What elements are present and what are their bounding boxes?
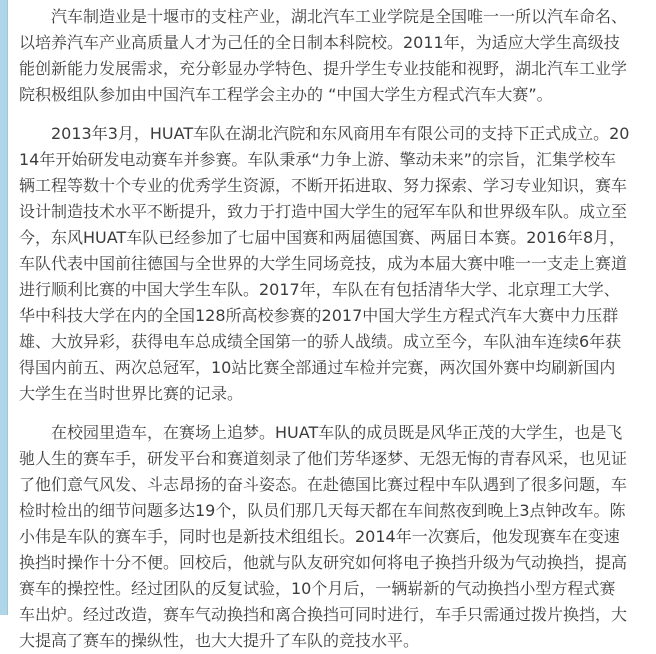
paragraph-team-history: 2013年3月，HUAT车队在湖北汽院和东风商用车有限公司的支持下正式成立。2014年开始研发电动赛车并参赛。车队秉承“力争上游、擎动未来”的宗旨，汇集学校车辆工程等数十个专业的优秀学生资源，不断开拓进取、努力探索、学习专业知识，赛车设计制造技术水平不断提升，致力于打造中国大学生的冠军车队和世界级车队。成立至今，东风HUAT车队已经参加了七届中国赛和两届德国赛、两届日本赛。2016年8月，车队代表中国前往德国与全世界的大学生同场竞技，成为本届大赛中唯一一支走上赛道进行顺利比赛的中国大学生车队。2017年，车队在有包括清华大学、北京理工大学、华中科技大学在内的全国128所高校参赛的2017中国大学生方程式汽车大赛中力压群雄、大放异彩，获得电车总成绩全国第一的骄人战绩。成立至今，车队油车连续6年获得国内前五、两次总冠军，10站比赛全部通过车检并完赛，两次国外赛中均刷新国内大学生在当时世界比赛的记录。 (19, 124, 630, 403)
paragraph-university-intro: 汽车制造业是十堰市的支柱产业，湖北汽车工业学院是全国唯一一所以汽车命名、以培养汽车产业高质量人才为己任的全日制本科院校。2011年，为适应大学生高级技能创新能力发展需求，充分彰显办学特色、提升学生专业技能和视野，湖北汽车工业学院积极组队参加由中国汽车工程学会主办的 “中国大学生方程式汽车大赛”。 (19, 7, 628, 104)
left-accent-stripe (0, 0, 8, 615)
article-body (19, 4, 631, 654)
paragraph-team-members: 在校园里造车，在赛场上追梦。HUAT车队的成员既是风华正茂的大学生，也是飞驰人生的赛车手，研发平台和赛道刻录了他们芳华逐梦、无怨无悔的青春风采，也见证了他们意气风发、斗志昂扬的奋斗姿态。在赴德国比赛过程中车队遇到了很多问题，车检时检出的细节问题多达19个，队员们那几天每天都在车间熬夜到晚上3点钟改车。陈小伟是车队的赛车手，同时也是新技术组组长。2014年一次赛后，他发现赛车在变速换挡时操作十分不便。回校后，他就与队友研究如何将电子换挡升级为气动换挡，提高赛车的操控性。经过团队的反复试验，10个月后，一辆崭新的气动换挡小型方程式赛车出炉。经过改造，赛车气动换挡和离合换挡可同时进行，车手只需通过拨片换挡，大大提高了赛车的操纵性，也大大提升了车队的竞技水平。 (19, 423, 628, 650)
